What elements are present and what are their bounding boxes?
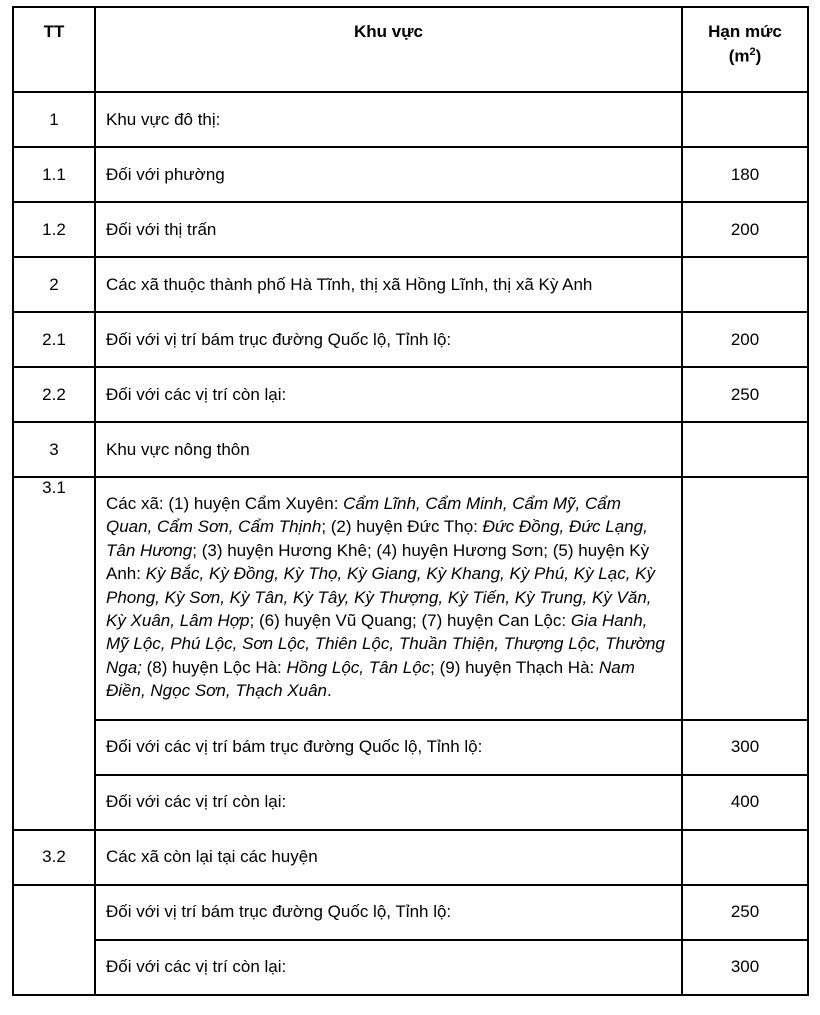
row-tt: 3.1	[13, 477, 95, 830]
row-limit: 250	[682, 367, 808, 422]
header-tt: TT	[13, 7, 95, 92]
district-text: .	[327, 681, 332, 701]
table-row	[13, 477, 808, 720]
table-row	[13, 830, 808, 885]
row-area: Đối với thị trấn	[95, 202, 682, 257]
row-area: Khu vực đô thị:	[95, 92, 682, 147]
table-row	[13, 885, 808, 940]
row-tt: 2.1	[13, 312, 95, 367]
district-text: (8) huyện Lộc Hà:	[141, 657, 287, 677]
row-tt: 1	[13, 92, 95, 147]
table-row	[13, 147, 808, 202]
row-area: Đối với phường	[95, 147, 682, 202]
unit-open: (m	[728, 46, 750, 66]
row-area: Đối với vị trí bám trục đường Quốc lộ, Tỉnh lộ:	[95, 312, 682, 367]
row-area: Đối với vị trí bám trục đường Quốc lộ, Tỉnh lộ:	[95, 885, 682, 940]
row-tt: 2	[13, 257, 95, 312]
table-row	[13, 422, 808, 477]
district-text: ; (6) huyện Vũ Quang; (7) huyện Can Lộc:	[249, 611, 571, 631]
table-row	[13, 92, 808, 147]
row-limit	[682, 92, 808, 147]
header-limit	[682, 7, 808, 92]
row-limit: 400	[682, 775, 808, 830]
district-text: ; (3) huyện Hương Khê; (4) huyện Hương Sơn; (5) huyện Kỳ Anh:	[106, 540, 650, 584]
table-row	[13, 775, 808, 830]
header-limit-label: Hạn mức	[708, 22, 782, 41]
row-limit	[682, 422, 808, 477]
header-area: Khu vực	[95, 7, 682, 92]
row-tt: 3	[13, 422, 95, 477]
commune-names-text: Đức Đồng, Đức Lạng, Tân Hương	[106, 517, 648, 560]
header-limit-unit	[693, 46, 797, 67]
row-area: Đối với các vị trí còn lại:	[95, 367, 682, 422]
row-tt: 1.2	[13, 202, 95, 257]
unit-sup: 2	[749, 46, 756, 58]
row-tt: 2.2	[13, 367, 95, 422]
row-area: Các xã thuộc thành phố Hà Tĩnh, thị xã Hồng Lĩnh, thị xã Kỳ Anh	[95, 257, 682, 312]
header-row	[13, 7, 808, 92]
row-limit: 300	[682, 940, 808, 995]
commune-names-text: Cẩm Lĩnh, Cẩm Minh, Cẩm Mỹ, Cẩm Quan, Cẩm Sơn, Cẩm Thịnh	[106, 494, 621, 537]
row-area: Khu vực nông thôn	[95, 422, 682, 477]
row-area-communes	[95, 477, 682, 720]
table-row	[13, 312, 808, 367]
table-row	[13, 367, 808, 422]
row-limit	[682, 477, 808, 720]
row-tt-empty	[13, 885, 95, 995]
table-row	[13, 202, 808, 257]
table-row	[13, 720, 808, 775]
commune-names-text: Hồng Lộc, Tân Lộc	[286, 657, 431, 677]
row-limit: 200	[682, 312, 808, 367]
unit-close: )	[755, 46, 762, 66]
row-limit: 180	[682, 147, 808, 202]
row-limit: 200	[682, 202, 808, 257]
commune-names-text: Nam Điền, Ngọc Sơn, Thạch Xuân	[106, 657, 635, 701]
district-text: Các xã: (1) huyện Cẩm Xuyên:	[106, 494, 344, 513]
table-row	[13, 940, 808, 995]
row-limit: 250	[682, 885, 808, 940]
district-text: ; (9) huyện Thạch Hà:	[430, 657, 599, 677]
row-limit: 300	[682, 720, 808, 775]
row-tt: 1.1	[13, 147, 95, 202]
commune-names-text: Kỳ Bắc, Kỳ Đồng, Kỳ Thọ, Kỳ Giang, Kỳ Khang, Kỳ Phú, Kỳ Lạc, Kỳ Phong, Kỳ Sơn, Kỳ Tân, Kỳ Tây, Kỳ Thượng, Kỳ Tiến, Kỳ Trung, Kỳ Văn, Kỳ Xuân, Lâm Hợp	[106, 564, 656, 631]
row-tt: 3.2	[13, 830, 95, 885]
row-area: Đối với các vị trí còn lại:	[95, 775, 682, 830]
row-limit	[682, 830, 808, 885]
row-area: Đối với các vị trí bám trục đường Quốc lộ, Tỉnh lộ:	[95, 720, 682, 775]
row-area: Các xã còn lại tại các huyện	[95, 830, 682, 885]
table-row	[13, 257, 808, 312]
district-text: ; (2) huyện Đức Thọ:	[321, 517, 483, 537]
row-area: Đối với các vị trí còn lại:	[95, 940, 682, 995]
row-limit	[682, 257, 808, 312]
land-limit-table	[12, 6, 809, 996]
commune-names-text: Gia Hanh, Mỹ Lộc, Phú Lộc, Sơn Lộc, Thiên Lộc, Thuần Thiện, Thượng Lộc, Thường Nga;	[106, 611, 665, 677]
